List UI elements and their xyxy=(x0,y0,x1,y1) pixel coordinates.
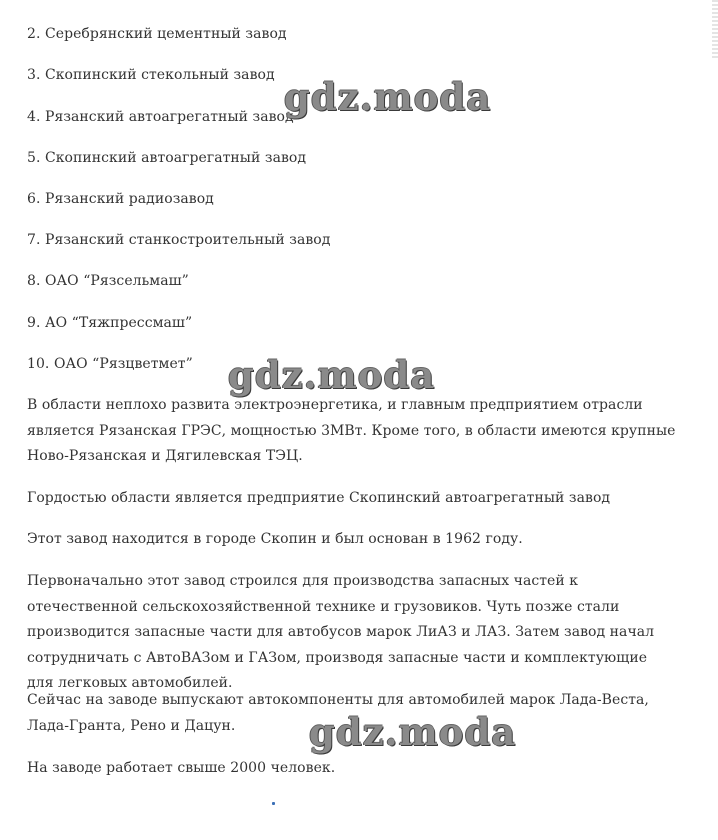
list-item-number: 4. xyxy=(27,109,41,125)
list-item-number: 7. xyxy=(27,232,41,248)
list-item-text: Рязанский автоагрегатный завод xyxy=(44,109,294,125)
watermark-logo: gdz.moda xyxy=(284,75,492,119)
list-item xyxy=(27,354,193,374)
list-item xyxy=(27,148,306,168)
paragraph-history: Первоначально этот завод строился для производства запасных частей к отечественной сельскохозяйственной технике и грузовиков. Чуть позже стали производится запасные части для автобусов марок ЛиАЗ и ЛАЗ. Затем завод начал сотрудничать с АвтоВАЗом и ГАЗом, производя запасные части и комплектующие для легковых автомобилей. xyxy=(27,573,655,691)
list-item xyxy=(27,313,192,333)
paragraph-products: Сейчас на заводе выпускают автокомпоненты для автомобилей марок Лада-Веста, Лада-Гранта, Рено и Дацун. xyxy=(27,692,649,734)
list-item-number: 8. xyxy=(27,273,41,289)
list-item-text: Скопинский стекольный завод xyxy=(44,67,275,83)
watermark-logo: gdz.moda xyxy=(309,710,517,754)
list-item-text: Скопинский автоагрегатный завод xyxy=(44,150,307,166)
list-item-text: Серебрянский цементный завод xyxy=(44,26,287,42)
list-item xyxy=(27,24,287,44)
list-item xyxy=(27,271,189,291)
list-item-text: ОАО “Рязсельмаш” xyxy=(44,273,189,289)
paragraph-location: Этот завод находится в городе Скопин и был основан в 1962 году. xyxy=(27,531,523,547)
list-item-text: АО “Тяжпрессмаш” xyxy=(44,315,193,331)
list-item-number: 10. xyxy=(27,356,50,372)
watermark-logo: gdz.moda xyxy=(228,353,436,397)
list-item-text: Рязанский станкостроительный завод xyxy=(44,232,331,248)
paragraph-employees: На заводе работает свыше 2000 человек. xyxy=(27,760,336,776)
list-item xyxy=(27,230,330,250)
list-item xyxy=(27,107,294,127)
list-item-number: 9. xyxy=(27,315,41,331)
cut-off-text-fragment xyxy=(128,0,218,3)
list-item-number: 6. xyxy=(27,191,41,207)
list-item-text: Рязанский радиозавод xyxy=(44,191,214,207)
paragraph-energy: В области неплохо развита электроэнергетика, и главным предприятием отрасли является Рязанская ГРЭС, мощностью 3МВт. Кроме того, в области имеются крупные Ново-Рязанская и Дягилевская ТЭЦ. xyxy=(27,397,676,464)
list-item-number: 2. xyxy=(27,26,41,42)
list-item-number: 5. xyxy=(27,150,41,166)
paragraph-pride: Гордостью области является предприятие Скопинский автоагрегатный завод xyxy=(27,490,611,506)
stray-mark xyxy=(272,802,275,805)
list-item-text: ОАО “Рязцветмет” xyxy=(53,356,193,372)
page-edge-decoration xyxy=(712,0,718,60)
list-item-number: 3. xyxy=(27,67,41,83)
list-item xyxy=(27,189,214,209)
list-item xyxy=(27,65,275,85)
